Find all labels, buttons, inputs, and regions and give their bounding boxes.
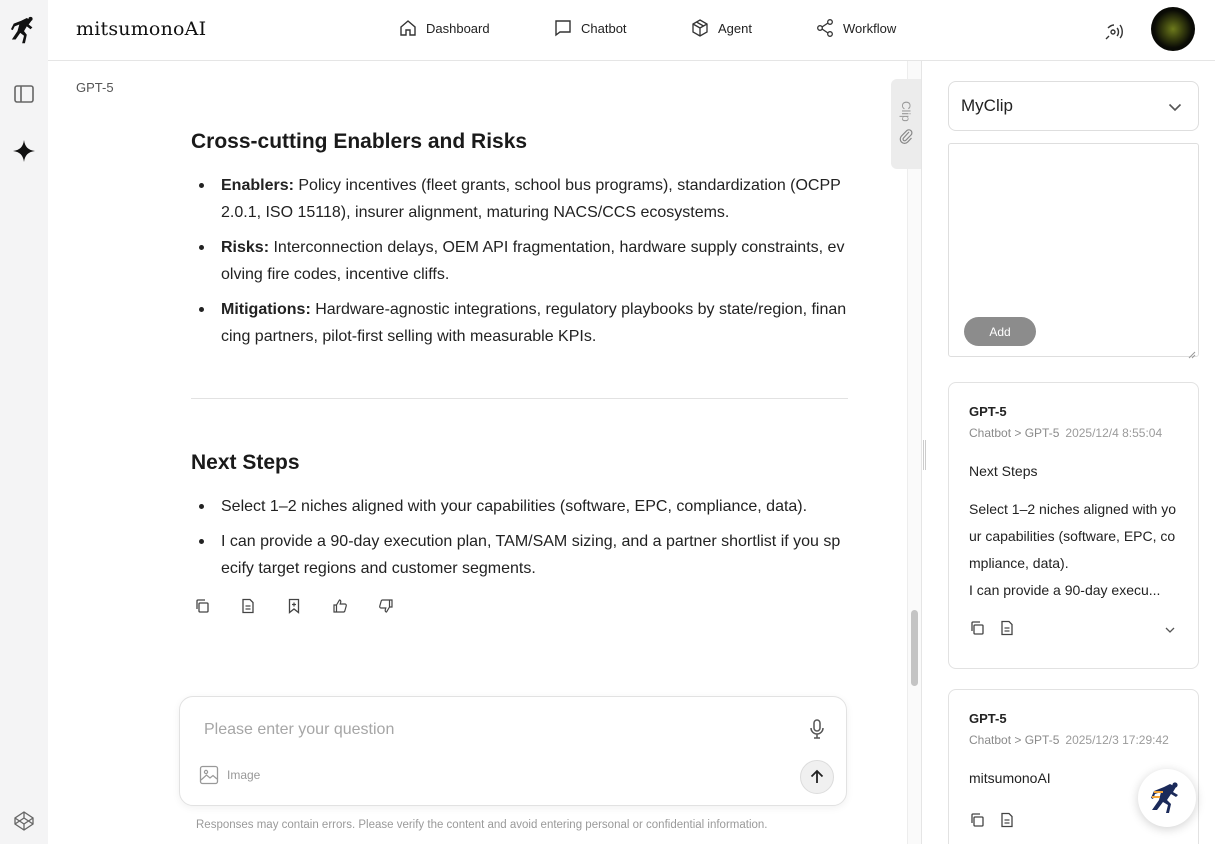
clip-card-timestamp: 2025/12/3 17:29:42 — [1065, 733, 1169, 747]
send-button[interactable] — [800, 760, 834, 794]
enablers-list — [191, 172, 848, 350]
chat-icon — [553, 18, 573, 38]
nav-label: Agent — [718, 20, 752, 36]
copy-icon[interactable] — [969, 620, 985, 641]
disclaimer-text: Responses may contain errors. Please verify the content and avoid entering personal or confidential information. — [196, 819, 768, 831]
nav-label: Dashboard — [426, 20, 490, 36]
clip-tab-label: Clip — [899, 101, 913, 122]
image-upload-button[interactable] — [199, 765, 260, 785]
clip-card-actions — [969, 620, 1178, 640]
chat-scrollbar-track[interactable] — [907, 61, 921, 844]
codepen-icon[interactable] — [10, 807, 38, 835]
assistant-launcher-button[interactable] — [1138, 769, 1196, 827]
sparkle-icon[interactable] — [10, 137, 38, 165]
item-label: Risks: — [221, 239, 270, 256]
item-text: Interconnection delays, OEM API fragmentation, hardware supply constraints, evolving fire codes, incentive cliffs. — [221, 239, 845, 283]
avatar[interactable] — [1151, 7, 1195, 51]
clip-card-title: mitsumonoAI — [969, 770, 1051, 786]
home-icon — [398, 18, 418, 38]
clip-card-timestamp: 2025/12/4 8:55:04 — [1065, 426, 1163, 440]
nav-chatbot[interactable] — [553, 18, 627, 38]
copy-icon[interactable] — [969, 812, 985, 833]
clip-card-title: Next Steps — [969, 463, 1038, 479]
cube-icon — [690, 18, 710, 38]
assistant-message — [191, 130, 848, 616]
document-icon[interactable] — [999, 620, 1015, 641]
nav-agent[interactable] — [690, 18, 752, 38]
arrow-up-icon — [808, 768, 826, 786]
runner-mascot-icon — [1149, 780, 1185, 816]
divider — [191, 398, 848, 399]
clip-card-meta — [969, 426, 1178, 440]
chat-scrollbar-thumb[interactable] — [911, 610, 918, 686]
nav-label: Chatbot — [581, 20, 627, 36]
logo-runner-icon[interactable] — [10, 18, 38, 46]
paperclip-icon — [899, 128, 913, 149]
section-heading-enablers: Cross-cutting Enablers and Risks — [191, 130, 528, 153]
clip-card-model: GPT-5 — [969, 404, 1007, 419]
list-item — [191, 296, 848, 350]
clip-card[interactable] — [948, 382, 1199, 669]
clip-card-body — [969, 496, 1178, 604]
clip-card-path: Chatbot > GPT-5 — [969, 426, 1060, 440]
add-clip-button[interactable]: Add — [964, 317, 1036, 346]
image-icon — [199, 765, 219, 785]
copy-icon[interactable] — [192, 596, 212, 616]
brand-name: mitsumonoAI — [76, 18, 207, 40]
bookmark-add-icon[interactable] — [284, 596, 304, 616]
nav-label: Workflow — [843, 20, 897, 36]
message-actions — [191, 596, 848, 616]
clip-card-model: GPT-5 — [969, 711, 1007, 726]
list-item: I can provide a 90-day execution plan, TAM/SAM sizing, and a partner shortlist if you specify target regions and customer segments. — [191, 528, 848, 582]
model-label: GPT-5 — [76, 80, 114, 95]
chevron-down-icon — [1166, 98, 1184, 116]
resize-grip-icon[interactable] — [1188, 346, 1196, 354]
thumbs-down-icon[interactable] — [376, 596, 396, 616]
next-steps-list — [191, 493, 848, 582]
clip-folder-select[interactable] — [948, 81, 1199, 131]
clip-card-meta — [969, 733, 1178, 747]
clip-card-body-text: Select 1–2 niches aligned with your capabilities (software, EPC, compliance, data). — [969, 501, 1177, 571]
sidebar-toggle-icon[interactable] — [10, 80, 38, 108]
share-icon — [815, 18, 835, 38]
list-item — [191, 234, 848, 288]
top-bar — [48, 0, 1215, 61]
document-icon[interactable] — [999, 812, 1015, 833]
section-heading-next-steps: Next Steps — [191, 451, 300, 474]
question-input[interactable]: Please enter your question — [204, 721, 395, 738]
thumbs-up-icon[interactable] — [330, 596, 350, 616]
item-text: Hardware-agnostic integrations, regulatory playbooks by state/region, financing partners, pilot-first selling with measurable KPIs. — [221, 301, 847, 345]
nav-dashboard[interactable] — [398, 18, 490, 38]
nav-workflow[interactable] — [815, 18, 896, 38]
clip-tab[interactable] — [891, 79, 921, 169]
chat-input-box[interactable] — [179, 696, 847, 806]
microphone-icon[interactable] — [805, 717, 829, 741]
broadcast-icon[interactable] — [1102, 17, 1128, 43]
document-icon[interactable] — [238, 596, 258, 616]
clip-card-path: Chatbot > GPT-5 — [969, 733, 1060, 747]
item-text: Policy incentives (fleet grants, school bus programs), standardization (OCPP 2.0.1, ISO 15118), insurer alignment, maturing NACS/CCS ecosystems. — [221, 177, 841, 221]
resize-handle[interactable] — [923, 440, 926, 470]
clip-card-body-truncated: I can provide a 90-day execu... — [969, 582, 1161, 598]
left-rail — [0, 0, 48, 844]
chevron-down-icon[interactable] — [1162, 622, 1178, 638]
item-label: Mitigations: — [221, 301, 311, 318]
clip-folder-value: MyClip — [961, 96, 1013, 115]
image-label: Image — [227, 768, 261, 782]
list-item — [191, 172, 848, 226]
item-label: Enablers: — [221, 177, 294, 194]
list-item: Select 1–2 niches aligned with your capabilities (software, EPC, compliance, data). — [191, 493, 848, 520]
